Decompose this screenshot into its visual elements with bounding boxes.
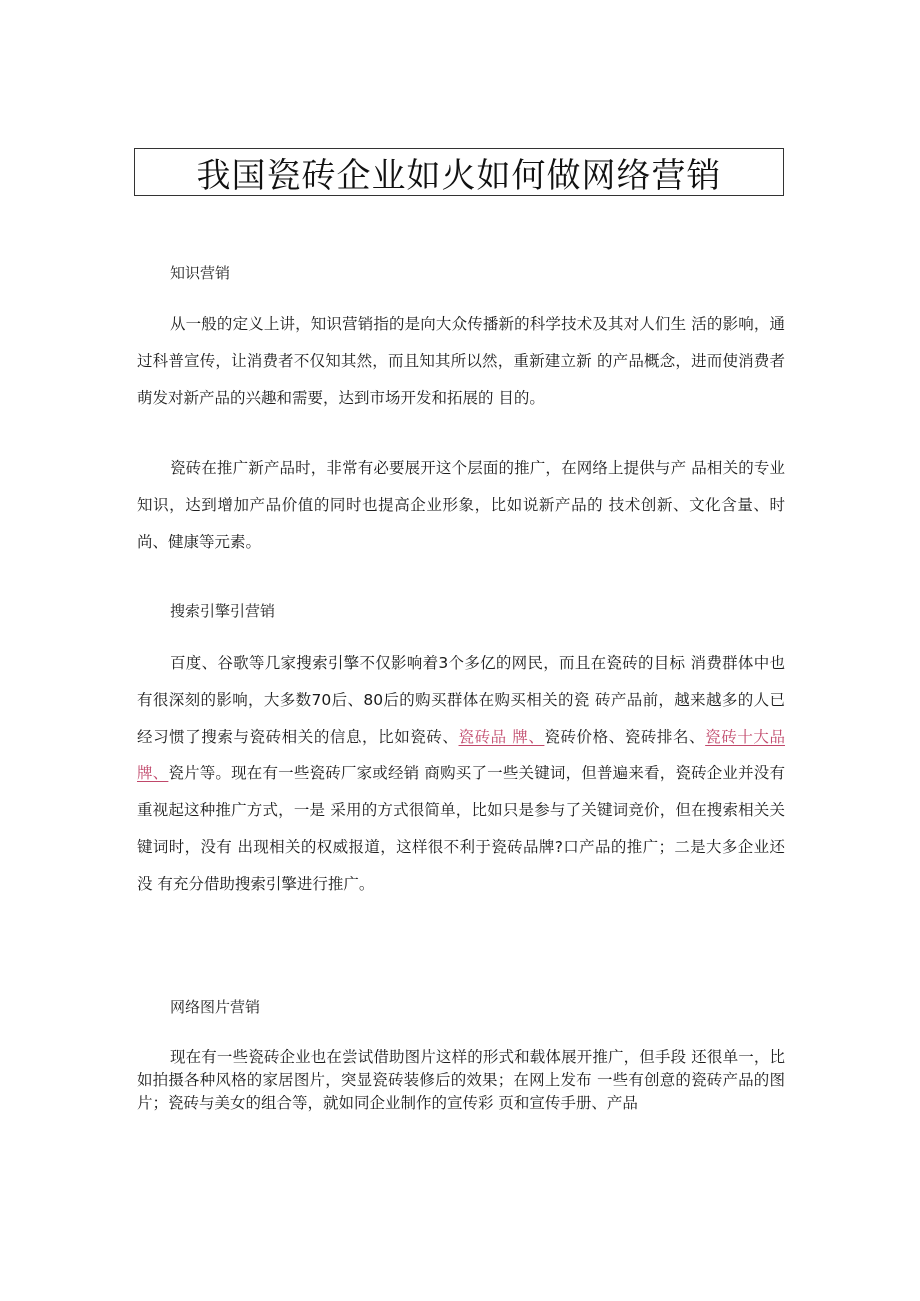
paragraph-search-engine <box>137 645 785 903</box>
paragraph-text-segment: 瓷片等。现在有一些瓷砖厂家或经销 商购买了一些关键词，但普遍来看，瓷砖企业并没有重视起这种推广方式，一是 采用的方式很简单，比如只是参与了关键词竞价，但在搜索相关关键词时，没有 出现相关的权威报道，这样很不利于瓷砖品牌?口产品的推广；二是大多企业还没 有充分借助搜索引擎进行推广。 <box>137 764 785 893</box>
paragraph-text-segment: 百度、谷歌等几家搜索引擎不仅影响着3个多亿的网民，而且在瓷砖的目标 消费群体中也有很深刻的影响，大多数70后、80后的购买群体在购买相关的瓷 砖产品前，越来越多的人已经习惯了搜索与瓷砖相关的信息，比如瓷砖、 <box>137 654 785 746</box>
paragraph-tile-promotion: 瓷砖在推广新产品时，非常有必要展开这个层面的推广，在网络上提供与产 品相关的专业知识，达到增加产品价值的同时也提高企业形象，比如说新产品的 技术创新、文化含量、时尚、健康等元素。 <box>137 459 785 551</box>
paragraph-text-segment: 瓷砖价格、瓷砖排名、 <box>544 727 706 746</box>
document-title: 我国瓷砖企业如火如何做网络营销 <box>196 155 722 196</box>
paragraph-knowledge-definition: 从一般的定义上讲，知识营销指的是向大众传播新的科学技术及其对人们生 活的影响，通过科普宣传，让消费者不仅知其然，而且知其所以然，重新建立新 的产品概念，进而使消费者萌发对新产品的兴趣和需要，达到市场开发和拓展的 目的。 <box>137 315 785 407</box>
link-tile-brand[interactable]: 瓷砖品 牌、 <box>458 727 545 746</box>
section-heading-search-engine-marketing: 搜索引擎引营销 <box>170 602 276 620</box>
document-title-box <box>134 148 784 196</box>
link-top-ten-tile-brands[interactable]: 瓷砖十大品牌、 <box>137 727 785 783</box>
section-heading-knowledge-marketing: 知识营销 <box>170 264 231 282</box>
paragraph-image-marketing: 现在有一些瓷砖企业也在尝试借助图片这样的形式和载体展开推广，但手段 还很单一，比如拍摄各种风格的家居图片，突显瓷砖装修后的效果；在网上发布 一些有创意的瓷砖产品的图片；瓷砖与美女的组合等，就如同企业制作的宣传彩 页和宣传手册、产品 <box>137 1048 785 1112</box>
section-heading-image-marketing: 网络图片营销 <box>170 998 261 1016</box>
